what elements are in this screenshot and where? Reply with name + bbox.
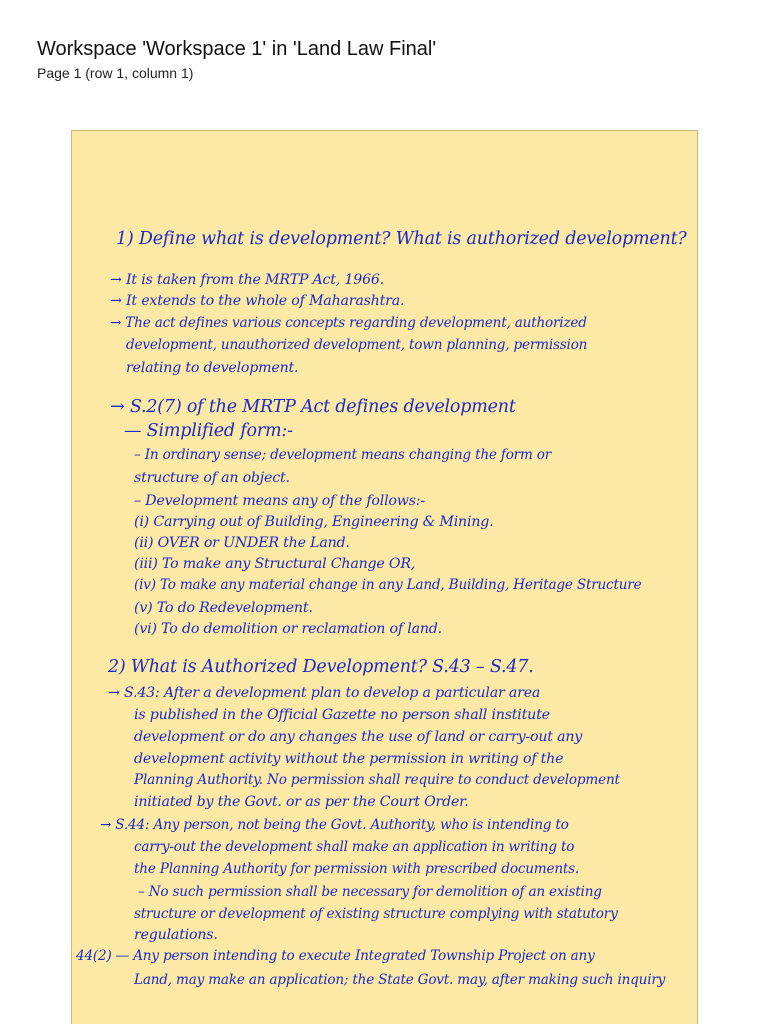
section-heading: → S.2(7) of the MRTP Act defines development [110,397,516,417]
note-line: → It extends to the whole of Maharashtra. [110,293,405,309]
note-line: → S.43: After a development plan to develop a particular area [108,685,541,701]
list-item: (iv) To make any material change in any Land, Building, Heritage Structure [134,577,642,593]
note-line: is published in the Official Gazette no person shall institute [134,707,550,723]
list-item: (ii) OVER or UNDER the Land. [134,535,350,551]
note-line: development, unauthorized development, town planning, permission [126,337,588,353]
note-line: the Planning Authority for permission with prescribed documents. [134,861,580,877]
note-line: regulations. [134,927,218,943]
note-line: – No such permission shall be necessary for demolition of an existing [138,884,602,900]
note-line: — Simplified form:- [124,421,293,441]
note-line: structure of an object. [134,470,290,486]
note-line: structure or development of existing structure complying with statutory [134,906,618,922]
note-line: 44(2) — Any person intending to execute Integrated Township Project on any [76,948,595,964]
note-line: → S.44: Any person, not being the Govt. Authority, who is intending to [100,817,569,833]
note-line: relating to development. [126,360,299,376]
note-line: – In ordinary sense; development means changing the form or [134,447,552,463]
handwritten-note-page [71,130,698,1024]
question-heading: 2) What is Authorized Development? S.43 – S.47. [108,657,534,677]
note-line: development or do any changes the use of land or carry-out any [134,729,583,745]
note-line: initiated by the Govt. or as per the Court Order. [134,794,469,810]
question-heading: 1) Define what is development? What is authorized development? [116,229,687,249]
note-line: → It is taken from the MRTP Act, 1966. [110,272,385,288]
list-item: (i) Carrying out of Building, Engineering & Mining. [134,514,494,530]
note-line: → The act defines various concepts regarding development, authorized [110,315,587,331]
note-line: development activity without the permission in writing of the [134,751,564,767]
list-item: (vi) To do demolition or reclamation of land. [134,621,442,637]
page-position-label: Page 1 (row 1, column 1) [37,65,194,81]
note-line: carry-out the development shall make an application in writing to [134,839,575,855]
note-line: Land, may make an application; the State Govt. may, after making such inquiry [134,972,666,988]
workspace-title: Workspace 'Workspace 1' in 'Land Law Final' [37,38,437,60]
note-line: Planning Authority. No permission shall require to conduct development [134,772,620,788]
list-item: (iii) To make any Structural Change OR, [134,556,416,572]
list-item: (v) To do Redevelopment. [134,600,313,616]
note-line: – Development means any of the follows:- [134,493,425,509]
